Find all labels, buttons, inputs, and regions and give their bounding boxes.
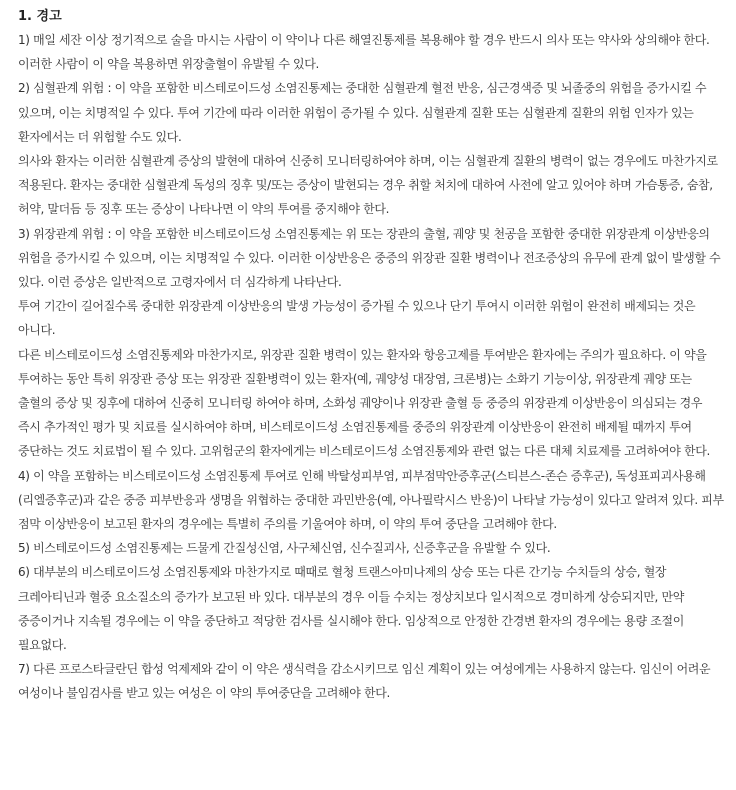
paragraph-8: 5) 비스테로이드성 소염진통제는 드물게 간질성신염, 사구체신염, 신수질괴사, 신증후군을 유발할 수 있다. <box>18 541 551 556</box>
paragraph-9: 6) 대부분의 비스테로이드성 소염진통제와 마찬가지로 때때로 혈청 트랜스아미나제의 상승 또는 다른 간기능 수치들의 상승, 혈장 크레아티닌과 혈중 요소질소의 증가가 보고된 바 있다. 대부분의 경우 이들 수치는 정상치보다 일시적으로 경미하게 상승되지만, 만약 중증이거나 지속될 경우에는 이 약을 중단하고 적당한 검사를 실시해야 한다. 임상적으로 안정한 간경변 환자의 경우에는 용량 조절이 필요없다. <box>18 565 684 653</box>
paragraph-1: 1) 매일 세잔 이상 정기적으로 술을 마시는 사람이 이 약이나 다른 해열진통제를 복용해야 할 경우 반드시 의사 또는 약사와 상의해야 한다. 이러한 사람이 이 약을 복용하면 위장출혈이 유발될 수 있다. <box>18 33 710 72</box>
paragraph-2: 2) 심혈관계 위험 : 이 약을 포함한 비스테로이드성 소염진통제는 중대한 심혈관계 혈전 반응, 심근경색증 및 뇌졸중의 위험을 증가시킬 수 있으며, 이는 치명적일 수 있다. 투여 기간에 따라 이러한 위험이 증가될 수 있다. 심혈관계 질환 또는 심혈관계 질환의 위험 인자가 있는 환자에서는 더 위험할 수도 있다. <box>18 81 707 144</box>
section-heading: 1. 경고 <box>18 9 62 24</box>
paragraph-3: 의사와 환자는 이러한 심혈관계 증상의 발현에 대하여 신중히 모니터링하여야 하며, 이는 심혈관계 질환의 병력이 없는 경우에도 마찬가지로 적용된다. 환자는 중대한 심혈관계 독성의 징후 및/또는 증상이 발현되는 경우 취할 처치에 대하여 사전에 알고 있어야 하며 가슴통증, 숨참, 허약, 말더듬 등 징후 또는 증상이 나타나면 이 약의 투여를 중지해야 한다. <box>18 154 718 217</box>
paragraph-4: 3) 위장관계 위험 : 이 약을 포함한 비스테로이드성 소염진통제는 위 또는 장관의 출혈, 궤양 및 천공을 포함한 중대한 위장관계 이상반응의 위험을 증가시킬 수 있으며, 이는 치명적일 수 있다. 이러한 이상반응은 중증의 위장관 질환 병력이나 전조증상의 유무에 관계 없이 발생할 수 있다. 이런 증상은 일반적으로 고령자에서 더 심각하게 나타난다. <box>18 226 721 290</box>
paragraph-5: 투여 기간이 길어질수록 중대한 위장관계 이상반응의 발생 가능성이 증가될 수 있으나 단기 투여시 이러한 위험이 완전히 배제되는 것은 아니다. <box>18 299 696 338</box>
paragraph-7: 4) 이 약을 포함하는 비스테로이드성 소염진통제 투여로 인해 박탈성피부염, 피부점막안증후군(스티븐스-존슨 증후군), 독성표피괴사용해(리엘증후군)과 같은 중증 피부반응과 생명을 위협하는 중대한 과민반응(예, 아나필락시스 반응)이 나타날 가능성이 있다고 알려져 있다. 피부 점막 이상반응이 보고된 환자의 경우에는 특별히 주의를 기울여야 하며, 이 약의 투여 중단을 고려해야 한다. <box>18 468 724 532</box>
paragraph-6: 다른 비스테로이드성 소염진통제와 마찬가지로, 위장관 질환 병력이 있는 환자와 항응고제를 투여받은 환자에는 주의가 필요하다. 이 약을 투여하는 동안 특히 위장관 증상 또는 위장관 질환병력이 있는 환자(예, 궤양성 대장염, 크론병)는 소화기 기능이상, 위장관계 궤양 또는 출혈의 증상 및 징후에 대하여 신중히 모니터링 하여야 하며, 소화성 궤양이나 위장관 출혈 등 중증의 위장관계 이상반응이 의심되는 경우 즉시 추가적인 평가 및 치료를 실시하여야 하며, 비스테로이드성 소염진통제를 중증의 위장관계 이상반응이 완전히 배제될 때까지 투여 중단하는 것도 치료법이 될 수 있다. 고위험군의 환자에게는 비스테로이드성 소염진통제와 관련 없는 다른 대체 치료제를 고려하여야 한다. <box>18 347 710 459</box>
paragraph-10: 7) 다른 프로스타글란딘 합성 억제제와 같이 이 약은 생식력을 감소시키므로 임신 계획이 있는 여성에게는 사용하지 않는다. 임신이 어려운 여성이나 불임검사를 받고 있는 여성은 이 약의 투여중단을 고려해야 한다. <box>18 662 711 701</box>
